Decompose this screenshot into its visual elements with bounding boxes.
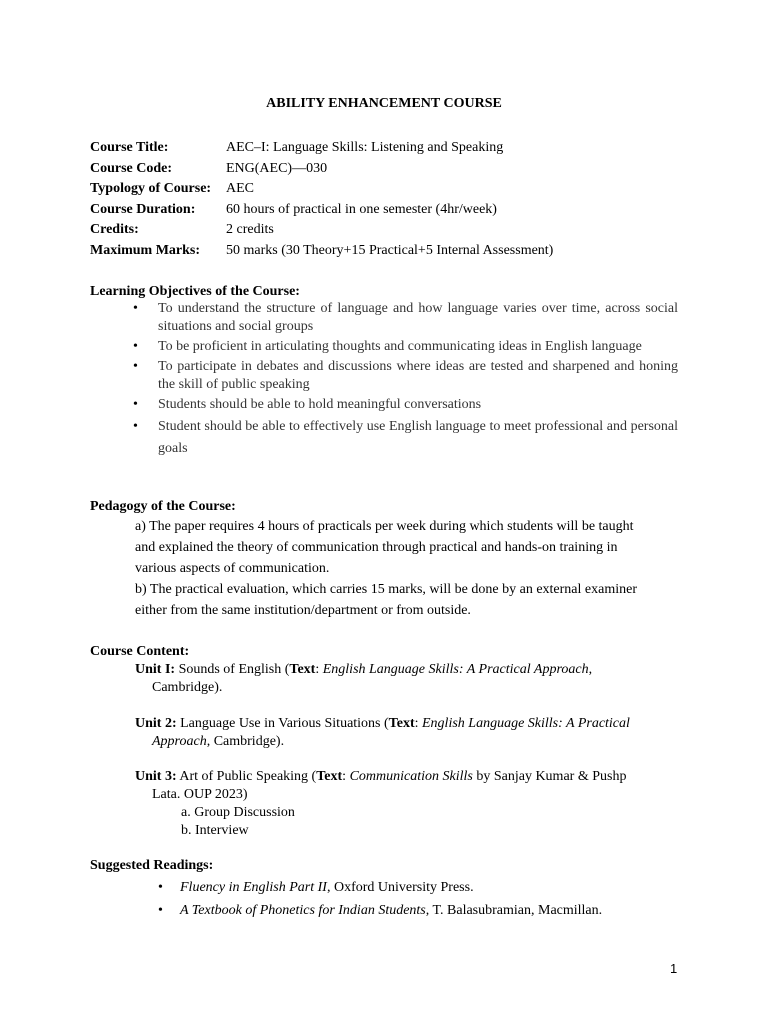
- objective-item: • To be proficient in articulating thoughts and communicating ideas in English language: [133, 338, 678, 356]
- unit-subtopic: a. Group Discussion: [181, 805, 295, 820]
- readings-heading: Suggested Readings:: [90, 858, 214, 873]
- unit-2: [135, 715, 680, 751]
- unit-continuation: Cambridge).: [152, 680, 223, 695]
- reading-item: [133, 899, 678, 922]
- book-title: Communication Skills: [349, 769, 473, 784]
- objective-item: • Student should be able to effectively use English language to meet professional and personal goals: [133, 416, 678, 460]
- meta-row-typology: [90, 179, 690, 200]
- page-number: 1: [670, 961, 678, 976]
- content-heading: Course Content:: [90, 644, 190, 659]
- unit-continuation: Lata. OUP 2023): [152, 787, 248, 802]
- meta-label: Course Title:: [90, 140, 169, 156]
- meta-label: Course Duration:: [90, 201, 196, 217]
- separator: :: [342, 769, 350, 784]
- objective-item: • Students should be able to hold meaningful conversations: [133, 396, 678, 414]
- reading-title: Fluency in English Part II: [180, 880, 327, 895]
- meta-value: 60 hours of practical in one semester (4hr/week): [226, 201, 497, 217]
- unit-label: Unit 2:: [135, 716, 177, 731]
- pedagogy-line: b) The practical evaluation, which carries 15 marks, will be done by an external examiner: [135, 582, 637, 597]
- separator: :: [315, 662, 323, 677]
- meta-row-title: [90, 138, 690, 159]
- meta-value: 50 marks (30 Theory+15 Practical+5 Internal Assessment): [226, 242, 554, 258]
- page-title: ABILITY ENHANCEMENT COURSE: [266, 96, 502, 111]
- reading-details: , T. Balasubramian, Macmillan.: [425, 903, 603, 918]
- book-title-continued: Approach: [152, 734, 207, 749]
- meta-row-code: [90, 159, 690, 180]
- pedagogy-text: [135, 516, 678, 621]
- unit-tail: , Cambridge).: [206, 734, 285, 749]
- unit-tail: ,: [588, 662, 593, 677]
- meta-row-marks: [90, 241, 690, 262]
- pedagogy-line: various aspects of communication.: [135, 561, 330, 576]
- objective-item: • To participate in debates and discussions where ideas are tested and sharpened and honing the skill of public speaking: [133, 358, 678, 394]
- reading-details: , Oxford University Press.: [326, 880, 474, 895]
- pedagogy-line: either from the same institution/department or from outside.: [135, 603, 471, 618]
- text-label: Text: [316, 769, 343, 784]
- unit-tail: by Sanjay Kumar & Pushp: [472, 769, 627, 784]
- readings-list: [133, 876, 678, 922]
- unit-topic: Art of Public Speaking (: [176, 769, 317, 784]
- unit-topic: Sounds of English (: [175, 662, 290, 677]
- objectives-list: [133, 300, 678, 462]
- pedagogy-line: a) The paper requires 4 hours of practicals per week during which students will be taught: [135, 519, 634, 534]
- meta-row-duration: [90, 200, 690, 221]
- text-label: Text: [388, 716, 415, 731]
- meta-label: Course Code:: [90, 160, 173, 176]
- unit-label: Unit I:: [135, 662, 176, 677]
- reading-item: [133, 876, 678, 899]
- meta-label: Credits:: [90, 222, 139, 238]
- meta-value: AEC: [226, 181, 254, 197]
- book-title: English Language Skills: A Practical Approach: [322, 662, 589, 677]
- objective-item: • To understand the structure of language and how language varies over time, across social situations and social groups: [133, 300, 678, 336]
- meta-value: ENG(AEC)—030: [226, 160, 328, 176]
- pedagogy-line: and explained the theory of communication through practical and hands-on training in: [135, 540, 618, 555]
- unit-label: Unit 3:: [135, 769, 177, 784]
- meta-value: 2 credits: [226, 222, 274, 238]
- text-label: Text: [289, 662, 316, 677]
- pedagogy-heading: Pedagogy of the Course:: [90, 499, 236, 514]
- unit-1: [135, 661, 680, 697]
- course-meta: [90, 138, 690, 261]
- meta-label: Typology of Course:: [90, 181, 212, 197]
- meta-value: AEC–I: Language Skills: Listening and Speaking: [226, 140, 504, 156]
- unit-subtopic: b. Interview: [181, 823, 249, 838]
- unit-3: [135, 768, 680, 840]
- objectives-heading: Learning Objectives of the Course:: [90, 284, 300, 299]
- unit-topic: Language Use in Various Situations (: [176, 716, 389, 731]
- separator: :: [414, 716, 422, 731]
- meta-row-credits: [90, 220, 690, 241]
- meta-label: Maximum Marks:: [90, 242, 201, 258]
- book-title: English Language Skills: A Practical: [422, 716, 630, 731]
- reading-title: A Textbook of Phonetics for Indian Students: [180, 903, 426, 918]
